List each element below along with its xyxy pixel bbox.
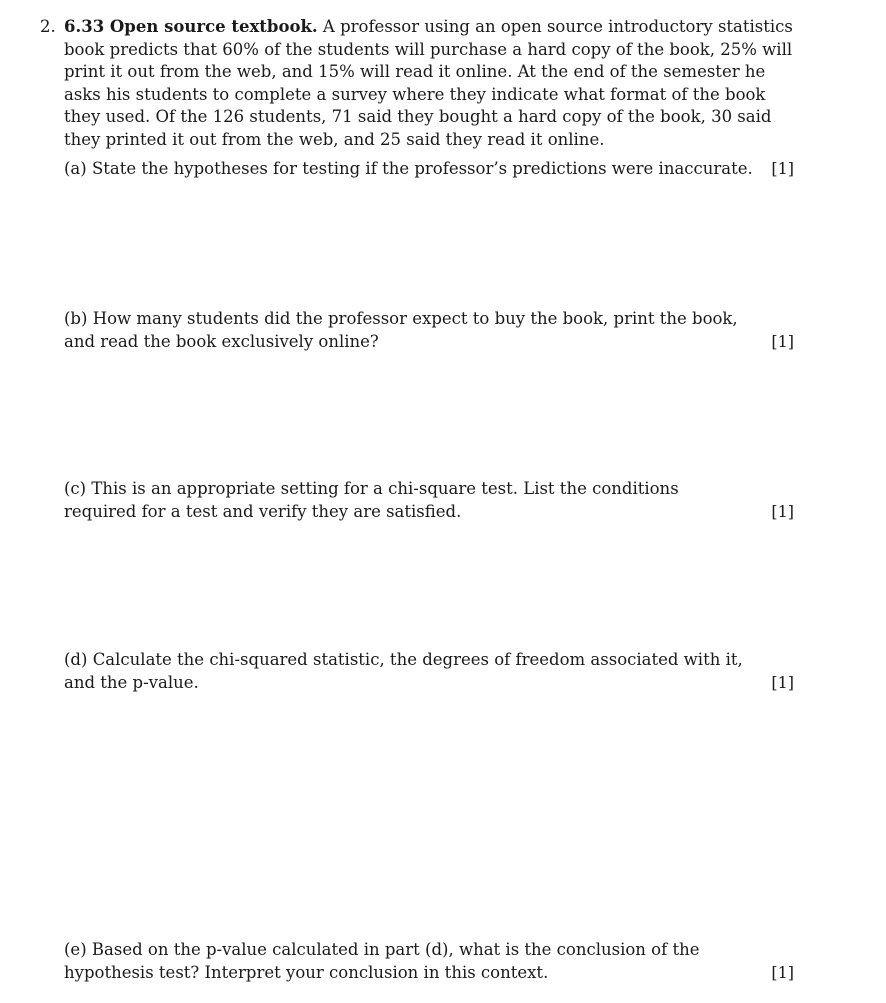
part-d-text: Calculate the chi-squared statistic, the degrees of freedom associated with it, and the p-value. [64, 650, 743, 692]
question-stem-text: A professor using an open source introductory statistics book predicts that 60% of the students will purchase a hard copy of the book, 25% will print it out from the web, and 15% will read it online. At the end of the semester he asks his students to complete a survey where they indicate what format of the book they used. Of the 126 students, 71 said they bought a hard copy of the book, 30 said they printed it out from the web, and 25 said they read it online. [64, 17, 793, 149]
part-c [64, 478, 794, 523]
part-b-marks: [1] [771, 331, 794, 351]
part-d [64, 649, 794, 694]
part-c-marks: [1] [771, 501, 794, 521]
question-title: 6.33 Open source textbook. [64, 17, 318, 36]
question-stem [64, 16, 794, 151]
part-a-prompt [64, 158, 794, 181]
part-c-prompt [64, 478, 794, 523]
part-e-label: (e) [64, 940, 87, 959]
part-a-marks: [1] [771, 159, 794, 178]
part-b-prompt [64, 308, 794, 353]
part-e [64, 939, 794, 984]
part-e-prompt [64, 939, 794, 984]
part-d-label: (d) [64, 650, 88, 669]
part-b-text: How many students did the professor expect to buy the book, print the book, and read the book exclusively online? [64, 309, 738, 351]
question-number: 2. [40, 17, 56, 36]
part-e-text: Based on the p-value calculated in part (d), what is the conclusion of the hypothesis test? Interpret your conclusion in this context. [64, 940, 700, 982]
part-d-marks: [1] [771, 672, 794, 692]
part-a-text: State the hypotheses for testing if the professor’s predictions were inaccurate. [91, 159, 753, 178]
part-b [64, 308, 794, 353]
part-b-label: (b) [64, 309, 88, 328]
part-a-label: (a) [64, 159, 87, 178]
part-e-marks: [1] [771, 962, 794, 982]
part-c-label: (c) [64, 479, 87, 498]
part-a [64, 158, 794, 181]
part-d-prompt [64, 649, 794, 694]
part-c-text: This is an appropriate setting for a chi-square test. List the conditions required for a test and verify they are satisfied. [64, 479, 679, 521]
